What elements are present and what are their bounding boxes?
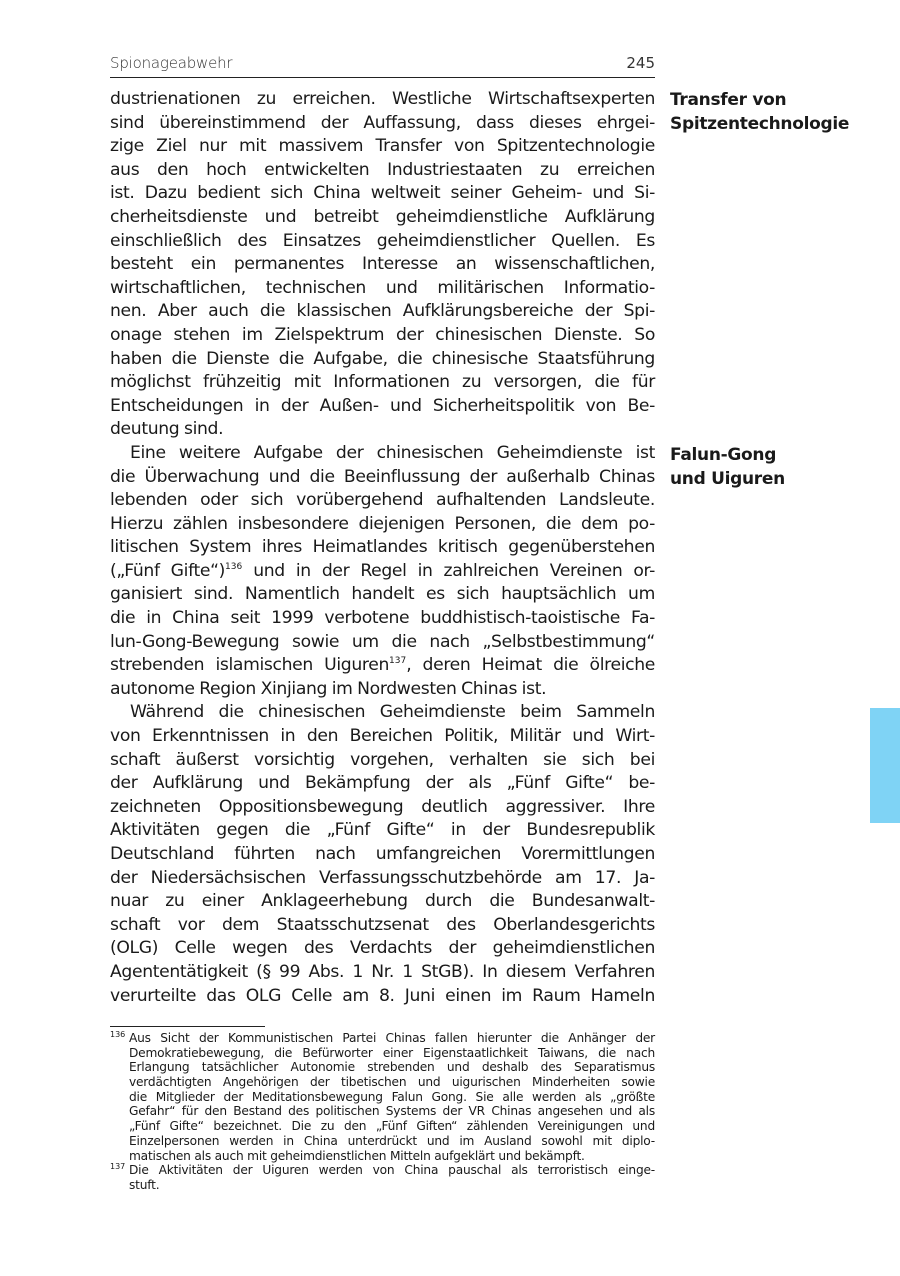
text-line: einschließlich des Einsatzes geheimdienstlicher Quellen. Es xyxy=(110,230,655,251)
text-line: Hierzu zählen insbesondere diejenigen Personen, die dem po- xyxy=(110,513,655,534)
footnote-line: Erlangung tatsächlicher Autonomie strebenden und deshalb des Separatismus xyxy=(129,1060,655,1075)
text-line: die Überwachung und die Beeinflussung der außerhalb Chinas xyxy=(110,466,655,487)
footnote-line xyxy=(110,1031,655,1046)
footnote-line: verdächtigten Angehörigen der tibetischen und uigurischen Minderheiten sowie xyxy=(129,1075,655,1090)
text-line: aus den hoch entwickelten Industriestaaten zu erreichen xyxy=(110,159,655,180)
footnote-line xyxy=(110,1163,655,1178)
text-line: lun-Gong-Bewegung sowie um die nach „Selbstbestimmung“ xyxy=(110,631,655,652)
text-fragment: und in der Regel in zahlreichen Vereinen or- xyxy=(253,560,655,581)
text-line: zeichneten Oppositionsbewegung deutlich aggressiver. Ihre xyxy=(110,796,655,817)
footnote-line: matischen als auch mit geheimdienstlichen Mitteln aufgeklärt und bekämpft. xyxy=(129,1148,585,1163)
text-line: Aktivitäten gegen die „Fünf Gifte“ in der Bundesrepublik xyxy=(110,820,655,841)
text-line: litischen System ihres Heimatlandes kritisch gegenüberstehen xyxy=(110,537,655,558)
text-line-with-footnote xyxy=(110,560,655,584)
margin-note-line: Spitzentechnologie xyxy=(670,113,850,134)
text-line: autonome Region Xinjiang im Nordwesten Chinas ist. xyxy=(110,678,547,699)
text-line: die in China seit 1999 verbotene buddhistisch-taoistische Fa- xyxy=(110,608,655,629)
footnote-line: Einzelpersonen werden in China unterdrückt und im Ausland sowohl mit diplo- xyxy=(129,1133,655,1148)
footnote-ref-137[interactable]: 137 xyxy=(389,656,407,667)
text-line-with-footnote xyxy=(110,654,655,678)
text-line: Eine weitere Aufgabe der chinesischen Geheimdienste ist xyxy=(130,442,655,463)
text-line: besteht ein permanentes Interesse an wissenschaftlichen, xyxy=(110,254,655,275)
text-line: der Niedersächsischen Verfassungsschutzbehörde am 17. Ja- xyxy=(110,867,655,888)
paragraph-3 xyxy=(110,701,655,1008)
footnote-number: 136 xyxy=(110,1030,126,1039)
footnote-line: Demokratiebewegung, die Befürworter einer Eigenstaatlichkeit Taiwans, die nach xyxy=(129,1045,655,1060)
paragraph-1 xyxy=(110,88,655,442)
text-line: Agententätigkeit (§ 99 Abs. 1 Nr. 1 StGB). In diesem Verfahren xyxy=(110,961,655,982)
text-line: (OLG) Celle wegen des Verdachts der geheimdienstlichen xyxy=(110,938,655,959)
text-line: ist. Dazu bedient sich China weltweit seiner Geheim- und Si- xyxy=(110,183,655,204)
margin-note-line: und Uiguren xyxy=(670,468,785,489)
text-line: nen. Aber auch die klassischen Aufklärungsbereiche der Spi- xyxy=(110,301,655,322)
page-number: 245 xyxy=(626,54,655,72)
text-line: von Erkenntnissen in den Bereichen Politik, Militär und Wirt- xyxy=(110,726,655,747)
text-line: cherheitsdienste und betreibt geheimdienstliche Aufklärung xyxy=(110,206,655,227)
text-line: möglichst frühzeitig mit Informationen zu versorgen, die für xyxy=(110,372,655,393)
text-line: onage stehen im Zielspektrum der chinesischen Dienste. So xyxy=(110,324,655,345)
text-line: sind übereinstimmend der Auffassung, dass dieses ehrgei- xyxy=(110,112,655,133)
text-line: wirtschaftlichen, technischen und militärischen Informatio- xyxy=(110,277,655,298)
text-line: lebenden oder sich vorübergehend aufhaltenden Landsleute. xyxy=(110,490,655,511)
footnote-137 xyxy=(110,1163,655,1192)
text-line: nuar zu einer Anklageerhebung durch die Bundesanwalt- xyxy=(110,891,655,912)
text-fragment: („Fünf Gifte“) xyxy=(110,560,225,581)
footnote-text: Aus Sicht der Kommunistischen Partei Chinas fallen hierunter die Anhänger der xyxy=(129,1031,655,1045)
margin-note-falun-gong xyxy=(670,444,785,491)
margin-note-line: Falun-Gong xyxy=(670,445,777,465)
text-line: Deutschland führten nach umfangreichen Vorermittlungen xyxy=(110,844,655,864)
text-line: zige Ziel nur mit massivem Transfer von Spitzentechnologie xyxy=(110,136,655,157)
text-line: haben die Dienste die Aufgabe, die chinesische Staatsführung xyxy=(110,348,655,369)
running-title: Spionageabwehr xyxy=(110,54,233,72)
footnote-ref-136[interactable]: 136 xyxy=(225,561,243,572)
text-line: ganisiert sind. Namentlich handelt es sich hauptsächlich um xyxy=(110,584,655,605)
footnote-line: „Fünf Gifte“ bezeichnet. Die zu den „Fünf Giften“ zählenden Vereinigungen und xyxy=(129,1119,655,1134)
footnote-text: Die Aktivitäten der Uiguren werden von China pauschal als terroristisch einge- xyxy=(129,1163,655,1178)
text-line: schaft äußerst vorsichtig vorgehen, verhalten sie sich bei xyxy=(110,749,655,770)
footnote-line: Gefahr“ für den Bestand des politischen Systems der VR Chinas angesehen und als xyxy=(129,1104,655,1119)
body-text xyxy=(110,88,655,1008)
text-fragment: strebenden islamischen Uiguren xyxy=(110,655,390,676)
text-fragment: , deren Heimat die ölreiche xyxy=(406,655,655,676)
footnote-number: 137 xyxy=(110,1162,126,1172)
margin-note-line: Transfer von xyxy=(670,90,787,110)
paragraph-2 xyxy=(110,442,655,702)
text-line: Entscheidungen in der Außen- und Sicherheitspolitik von Be- xyxy=(110,395,655,416)
text-line: der Aufklärung und Bekämpfung der als „Fünf Gifte“ be- xyxy=(110,773,655,794)
footnote-136 xyxy=(110,1031,655,1163)
text-line: deutung sind. xyxy=(110,419,224,440)
footnote-divider xyxy=(110,1026,265,1027)
text-line: Während die chinesischen Geheimdienste beim Sammeln xyxy=(130,702,655,723)
footnote-line: die Mitglieder der Meditationsbewegung Falun Gong. Sie alle werden als „größte xyxy=(129,1089,655,1104)
text-line: schaft vor dem Staatsschutzsenat des Oberlandesgerichts xyxy=(110,914,655,935)
margin-note-transfer xyxy=(670,89,849,136)
footnote-line: stuft. xyxy=(129,1177,160,1192)
text-line: verurteilte das OLG Celle am 8. Juni einen im Raum Hameln xyxy=(110,985,655,1006)
text-line: dustrienationen zu erreichen. Westliche Wirtschaftsexperten xyxy=(110,89,655,109)
running-header xyxy=(110,52,655,78)
footnotes xyxy=(110,1031,655,1193)
chapter-thumb-tab xyxy=(870,708,900,823)
